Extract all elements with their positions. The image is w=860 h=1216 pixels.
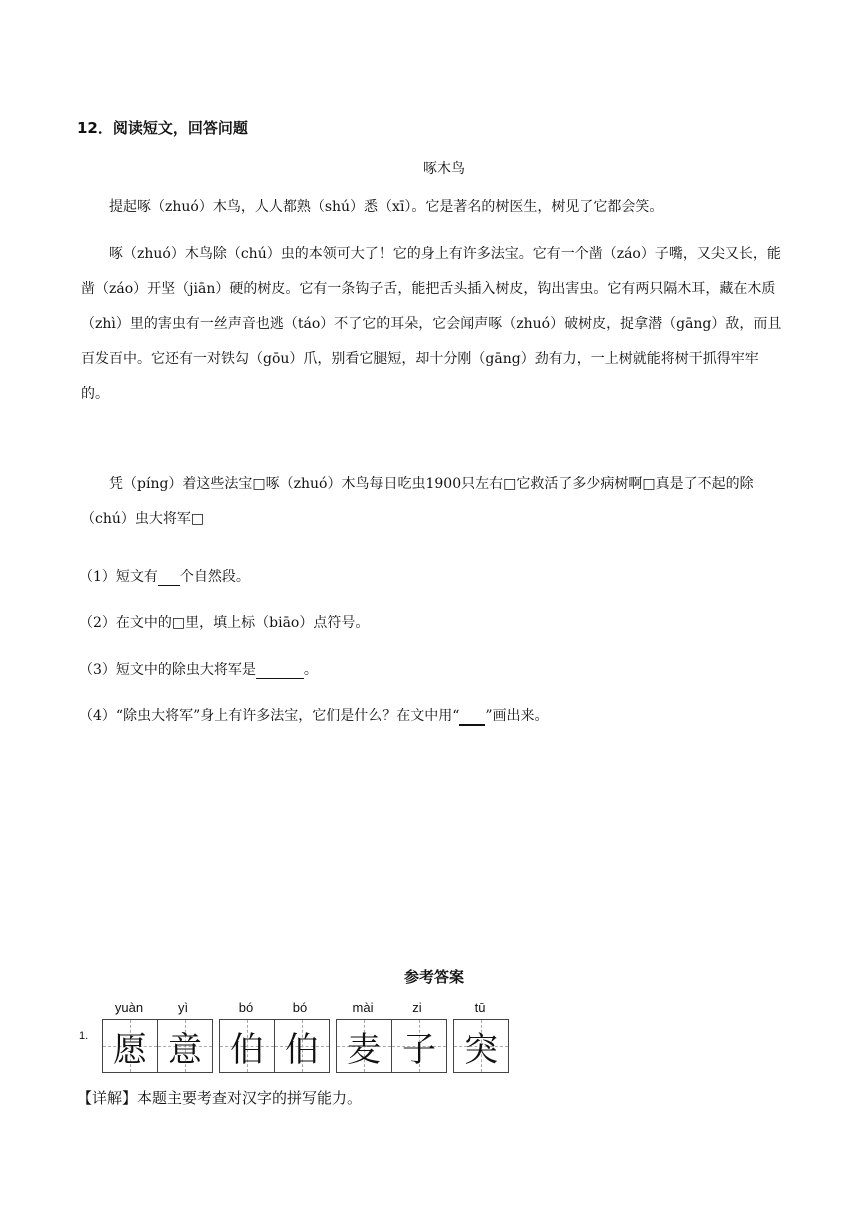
pinyin-label: yuàn: [114, 1000, 144, 1015]
character-cell: 伯: [220, 1020, 274, 1072]
sub-question-3: [79, 659, 318, 679]
pinyin-label: bó: [292, 1000, 308, 1015]
sub-question-4-post: ”画出来。: [485, 708, 549, 724]
character-grid: [453, 1019, 509, 1073]
pinyin-label: mài: [352, 1000, 374, 1015]
pinyin-label: zi: [412, 1000, 422, 1015]
answer-detail: 【详解】本题主要考查对汉字的拼写能力。: [77, 1089, 363, 1107]
character-cell: 愿: [103, 1020, 157, 1072]
pinyin-label: bó: [238, 1000, 254, 1015]
sub-question-3-pre: （3）短文中的除虫大将军是: [79, 662, 256, 678]
character-grid: [336, 1019, 447, 1073]
character-cell: 突: [454, 1020, 508, 1072]
paragraph-3: 凭（píng）着这些法宝□啄（zhuó）木鸟每日吃虫1900只左右□它救活了多少病树啊□真是了不起的除（chú）虫大将军□: [81, 476, 754, 527]
sub-question-1-post: 个自然段。: [179, 569, 250, 585]
sub-question-1: [79, 566, 250, 586]
character-cell: 麦: [337, 1020, 391, 1072]
sub-question-4-pre: （4）“除虫大将军”身上有许多法宝，它们是什么？在文中用“: [79, 708, 460, 724]
pinyin-label: yì: [177, 1000, 189, 1015]
sub-question-3-post: 。: [303, 662, 318, 678]
character-cell: 意: [157, 1020, 212, 1072]
sub-question-2: （2）在文中的□里，填上标（biāo）点符号。: [79, 615, 370, 631]
answer-heading: 参考答案: [403, 968, 464, 986]
sub-question-1-pre: （1）短文有: [79, 569, 158, 585]
character-cell: 子: [391, 1020, 446, 1072]
question-title: 12．阅读短文，回答问题: [77, 119, 248, 137]
answer-blank: [158, 569, 180, 586]
character-grid: [219, 1019, 330, 1073]
paragraph-1: 提起啄（zhuó）木鸟，人人都熟（shú）悉（xī）。它是著名的树医生，树见了它都会笑。: [109, 199, 664, 215]
character-grid: [102, 1019, 213, 1073]
underline-mark: [459, 708, 485, 726]
sub-question-4: [79, 705, 549, 726]
answer-blank: [256, 662, 304, 679]
passage-title: 啄木鸟: [423, 161, 465, 177]
pinyin-label: tū: [474, 1000, 486, 1015]
paragraph-2: 啄（zhuó）木鸟除（chú）虫的本领可大了！它的身上有许多法宝。它有一个凿（záo）子嘴，又尖又长，能凿（záo）开坚（jiān）硬的树皮。它有一条钩子舌，能把舌头插入树皮，钩出害虫。它有两只隔木耳，藏在木质（zhì）里的害虫有一丝声音也逃（táo）不了它的耳朵，它会闻声啄（zhuó）破树皮，捉拿潜（gāng）敌，而且百发百中。它还有一对铁勾（gōu）爪，别看它腿短，却十分刚（gāng）劲有力，一上树就能将树干抓得牢牢的。: [81, 246, 782, 402]
character-cell: 伯: [274, 1020, 329, 1072]
answer-item-number: 1.: [79, 1030, 89, 1042]
